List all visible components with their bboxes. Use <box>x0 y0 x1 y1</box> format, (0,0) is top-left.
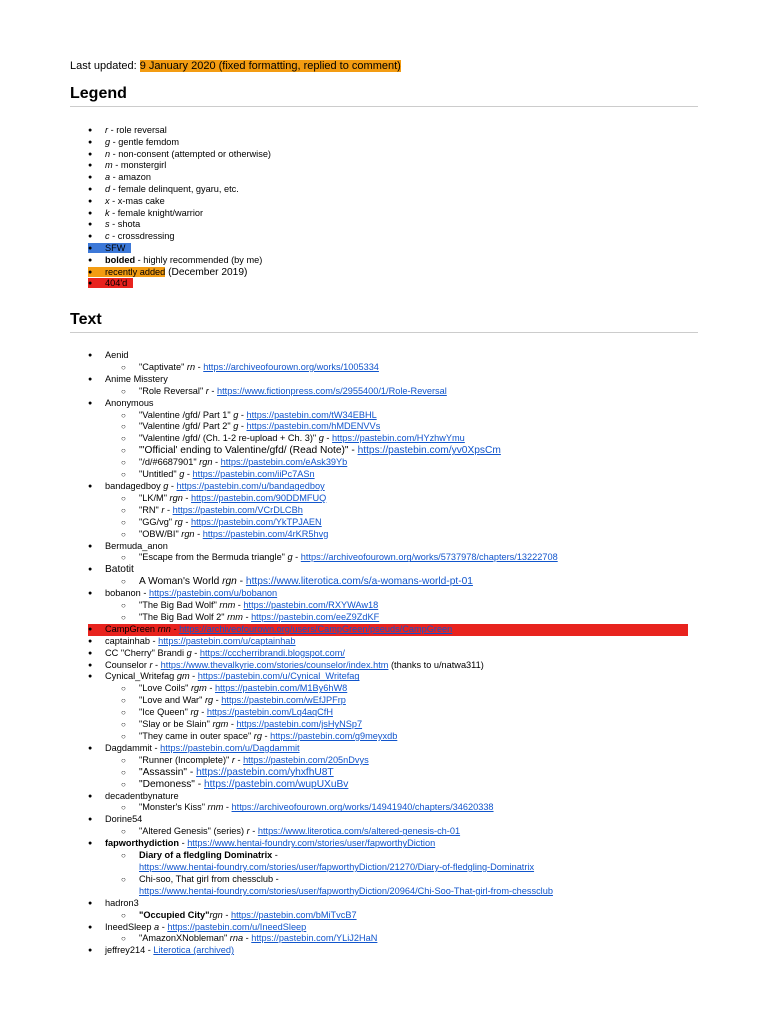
work-item <box>88 493 688 505</box>
work-title: "Love Coils" <box>139 683 191 694</box>
work-title: "OBW/BI" <box>139 528 182 539</box>
work-title: "Slay or be Slain" <box>139 719 213 730</box>
work-link[interactable]: https://www.literotica.com/s/a-womans-world-pt-01 <box>245 576 473 588</box>
work-link[interactable]: https://archiveofourown.org/works/5737978/chapters/13222708 <box>300 552 558 563</box>
work-link[interactable]: https://www.hentai-foundry.com/stories/user/fapworthyDiction/20964/Chi-Soo-That-girl-from-chessclub <box>139 885 553 896</box>
work-title: "Untitled" <box>139 469 180 480</box>
author-item <box>88 838 688 850</box>
work-link[interactable]: https://www.fictionpress.com/s/2955400/1/Role-Reversal <box>217 385 447 396</box>
separator: - <box>249 826 258 837</box>
separator: - <box>189 671 198 682</box>
work-title: "Captivate" <box>139 361 187 372</box>
legend-item-sfw: ● SFW <box>88 243 271 255</box>
work-link[interactable]: https://pastebin.com/hMDENVVs <box>246 421 381 432</box>
work-title: "Valentine /gfd/ Part 1" <box>139 409 234 420</box>
work-link[interactable]: https://pastebin.com/iiPc7ASn <box>192 469 315 480</box>
separator: - <box>236 576 246 588</box>
work-item <box>88 469 688 481</box>
work-tags: rg <box>174 516 183 527</box>
work-title: "Valentine /gfd/ Part 2" <box>139 421 234 432</box>
work-title: "LK/M" <box>139 492 170 503</box>
author-name: Anime Misstery <box>105 373 168 384</box>
work-title: "Assassin" <box>139 766 187 778</box>
author-link[interactable]: https://www.hentai-foundry.com/stories/user/fapworthyDiction <box>187 838 436 849</box>
author-name: Cynical_Writefag <box>105 671 177 682</box>
author-item <box>88 743 688 755</box>
legend-item: ● s - shota <box>88 219 271 231</box>
work-item <box>88 767 688 779</box>
author-item <box>88 588 688 600</box>
work-title: "Occupied City" <box>139 909 210 920</box>
author-name: Dorine54 <box>105 814 143 825</box>
author-item <box>88 671 688 683</box>
work-tags: g <box>318 433 324 444</box>
separator: - <box>149 635 159 646</box>
work-tags: rgm <box>190 683 207 694</box>
author-name: fapworthydiction <box>105 838 180 849</box>
separator: - <box>164 504 173 515</box>
author-name: CampGreen <box>105 623 158 634</box>
legend-item: ● a - amazon <box>88 172 271 184</box>
separator: - <box>213 695 222 706</box>
work-title: "Demoness" <box>139 778 195 790</box>
author-link[interactable]: https://cccherribrandi.blogspot.com/ <box>199 647 345 658</box>
separator: - <box>152 659 161 670</box>
separator: - <box>261 731 271 741</box>
work-tags: rgn <box>169 492 183 503</box>
legend-item: ● d - female delinquent, gyaru, etc. <box>88 184 271 196</box>
work-title: "Love and War" <box>139 695 205 706</box>
work-item <box>88 576 688 588</box>
last-updated-label: Last updated: <box>70 60 140 72</box>
separator: - <box>184 469 193 480</box>
work-link[interactable]: https://pastebin.com/eAsk39Yb <box>220 457 348 468</box>
separator: - <box>238 421 247 432</box>
author-item <box>88 636 688 648</box>
work-tags: rna <box>229 933 244 944</box>
work-link[interactable]: https://pastebin.com/g9meyxdb <box>270 731 398 741</box>
separator: - <box>187 766 197 778</box>
last-updated-value: 9 January 2020 (fixed formatting, replied to comment) <box>139 60 401 72</box>
legend-heading: Legend <box>70 85 127 102</box>
legend-item: ● g - gentle femdom <box>88 137 271 149</box>
work-title: "The Big Bad Wolf" <box>139 600 220 611</box>
author-tags: g <box>163 480 169 491</box>
author-item <box>88 398 688 410</box>
text-rule <box>70 332 698 333</box>
author-link[interactable]: https://pastebin.com/u/Dagdammit <box>160 742 300 753</box>
work-link[interactable]: https://pastebin.com/wEfJPFrp <box>221 695 346 706</box>
author-name: captainhab <box>105 635 150 646</box>
separator: - <box>151 742 161 753</box>
separator: - <box>222 909 231 920</box>
work-tags: rnm <box>207 802 224 813</box>
separator: - <box>159 921 168 932</box>
text-author-list <box>88 350 688 957</box>
author-name: jeffrey214 <box>105 945 146 956</box>
work-tags: rg <box>204 695 214 706</box>
work-title: "Altered Genesis" (series) <box>139 826 247 837</box>
author-item <box>88 898 688 910</box>
separator: - <box>292 552 301 563</box>
legend-list <box>88 125 271 290</box>
work-link[interactable]: https://pastebin.com/Lq4aqCfH <box>206 707 333 718</box>
work-link[interactable]: https://pastebin.com/bMiTvcB7 <box>230 909 357 920</box>
work-tags: rnm <box>219 600 236 611</box>
author-item <box>88 350 688 362</box>
work-tags: rg <box>190 707 199 718</box>
work-item <box>88 600 688 612</box>
work-item <box>88 457 688 469</box>
separator: - <box>228 719 237 730</box>
author-note: (thanks to u/natwa311) <box>388 659 484 670</box>
legend-item-404: ● 404'd <box>88 278 271 290</box>
author-tags: a <box>154 921 160 932</box>
work-item <box>88 933 688 945</box>
work-link[interactable]: https://archiveofourown.org/works/14941940/chapters/34620338 <box>231 802 494 813</box>
separator: - <box>243 933 252 944</box>
work-title: "Monster's Kiss" <box>139 802 208 813</box>
work-item <box>88 529 688 541</box>
work-item <box>88 910 688 922</box>
work-link[interactable]: https://pastebin.com/M1By6hW8 <box>214 683 348 694</box>
separator: - <box>212 457 221 468</box>
work-title: Chi-soo, That girl from chessclub <box>139 873 274 884</box>
work-tags: rn <box>186 361 196 372</box>
work-item <box>88 386 688 398</box>
author-link[interactable]: https://pastebin.com/u/bandagedboy <box>176 480 325 491</box>
work-link[interactable]: https://pastebin.com/HYzhwYmu <box>332 433 465 444</box>
work-tags: g <box>287 552 293 563</box>
author-name: CC "Cherry" Brandi <box>105 647 187 658</box>
author-name: Batotit <box>105 564 134 576</box>
author-tags: rnn <box>157 623 171 634</box>
work-tags: rgn <box>181 528 195 539</box>
separator: - <box>170 623 180 634</box>
author-row-removed <box>105 624 452 634</box>
last-updated-line <box>70 59 401 73</box>
work-link[interactable]: https://pastebin.com/4rKR5hvg <box>202 528 329 539</box>
work-title: "Escape from the Bermuda triangle" <box>139 552 288 563</box>
separator: - <box>194 528 203 539</box>
author-item <box>88 791 688 803</box>
work-tags: r <box>205 385 209 396</box>
author-item <box>88 624 688 636</box>
separator: - <box>191 647 200 658</box>
separator: - <box>323 433 333 444</box>
work-link[interactable]: https://archiveofourown.org/works/1005334 <box>203 361 379 372</box>
work-link[interactable]: https://pastebin.com/wupUXuBv <box>204 778 349 790</box>
work-title: "They came in outer space" <box>139 731 254 741</box>
author-link[interactable]: https://archiveofourown.org/users/CampGreen/pseuds/CampGreen <box>179 623 453 634</box>
work-item <box>88 552 688 564</box>
separator: - <box>194 778 204 790</box>
legend-item-bolded: ● bolded - highly recommended (by me) <box>88 255 271 267</box>
work-title: "/d/#6687901" <box>139 457 200 468</box>
work-item <box>88 612 688 624</box>
work-item <box>88 433 688 445</box>
author-link[interactable]: https://pastebin.com/u/captainhab <box>158 635 296 646</box>
work-item <box>88 874 688 898</box>
legend-item: ● x - x-mas cake <box>88 196 271 208</box>
work-tags: g <box>233 421 239 432</box>
author-name: bandagedboy <box>105 480 164 491</box>
separator: - <box>238 409 247 420</box>
work-link[interactable]: https://pastebin.com/tW34EBHL <box>246 409 377 420</box>
work-title: "AmazonXNobleman" <box>139 933 230 944</box>
work-item <box>88 695 688 707</box>
work-tags: rgm <box>212 719 229 730</box>
text-heading: Text <box>70 311 102 328</box>
work-tags: r <box>161 504 165 515</box>
work-tags: r <box>246 826 250 837</box>
work-item <box>88 421 688 433</box>
author-tags: g <box>186 647 192 658</box>
work-item <box>88 802 688 814</box>
author-link[interactable]: Literotica (archived) <box>153 945 235 956</box>
separator: - <box>182 492 191 503</box>
author-name: Aenid <box>105 350 129 360</box>
author-item <box>88 374 688 386</box>
author-item <box>88 564 688 576</box>
author-link[interactable]: https://pastebin.com/u/bobanon <box>148 588 278 599</box>
author-name: bobanon <box>105 588 141 599</box>
work-title: "Valentine /gfd/ (Ch. 1-2 re-upload + Ch. 3)" <box>139 433 319 444</box>
work-title: "Ice Queen" <box>139 707 191 718</box>
legend-item: ● n - non-consent (attempted or otherwise) <box>88 149 271 161</box>
work-tags: r <box>231 754 235 765</box>
author-name: Anonymous <box>105 397 154 408</box>
legend-item-recent: ● recently added (December 2019) <box>88 267 271 279</box>
work-link[interactable]: https://pastebin.com/eeZ9ZdKF <box>251 611 380 622</box>
author-link[interactable]: https://pastebin.com/u/IneedSleep <box>167 921 307 932</box>
work-tags: rnm <box>227 611 243 622</box>
work-link[interactable]: https://pastebin.com/jsHyNSp7 <box>236 719 363 730</box>
separator: - <box>182 516 191 527</box>
work-item <box>88 410 688 422</box>
work-item <box>88 683 688 695</box>
work-link[interactable]: https://pastebin.com/VCrDLCBh <box>172 504 303 515</box>
author-name: Dagdammit <box>105 742 152 753</box>
work-title: "The Big Bad Wolf 2" <box>139 611 228 622</box>
separator: - <box>179 838 188 849</box>
work-item <box>88 362 688 374</box>
legend-item: ● k - female knight/warrior <box>88 208 271 220</box>
separator: - <box>234 754 244 765</box>
work-title: "'Official' ending to Valentine/gfd/ (Read Note)" <box>139 445 349 457</box>
author-item <box>88 814 688 826</box>
author-item <box>88 648 688 660</box>
separator: - <box>272 850 278 861</box>
author-tags: r <box>149 659 153 670</box>
legend-item: ● m - monstergirl <box>88 160 271 172</box>
work-title: "Role Reversal" <box>139 385 206 396</box>
work-tags: rgn <box>209 909 223 920</box>
legend-item: ● c - crossdressing <box>88 231 271 243</box>
work-tags: rg <box>253 731 262 741</box>
author-item <box>88 945 688 957</box>
work-title: "Runner (Incomplete)" <box>139 754 232 765</box>
author-link[interactable]: https://www.thevalkyrie.com/stories/counselor/index.htm <box>160 659 389 670</box>
legend-item: ● r - role reversal <box>88 125 271 137</box>
separator: - <box>195 361 204 372</box>
work-link[interactable]: https://pastebin.com/205nDvys <box>243 754 369 765</box>
author-name: decadentbynature <box>105 790 179 801</box>
work-link[interactable]: https://pastebin.com/90DDMFUQ <box>190 492 327 503</box>
work-tags: rgn <box>222 576 237 588</box>
work-title: Diary of a fledgling Dominatrix <box>139 850 273 861</box>
author-name: hadron3 <box>105 897 139 908</box>
separator: - <box>242 611 252 622</box>
separator: - <box>198 707 207 718</box>
separator: - <box>223 802 232 813</box>
author-item <box>88 922 688 934</box>
separator: - <box>235 600 244 611</box>
work-tags: g <box>233 409 239 420</box>
work-link[interactable]: https://www.literotica.com/s/altered-genesis-ch-01 <box>257 826 461 837</box>
work-link[interactable]: https://www.hentai-foundry.com/stories/user/fapworthyDiction/21270/Diary-of-fledgling-Dominatrix <box>139 861 535 872</box>
separator: - <box>145 945 154 956</box>
separator: - <box>206 683 215 694</box>
work-item <box>88 517 688 529</box>
author-name: Bermuda_anon <box>105 540 168 551</box>
separator: - <box>348 445 358 457</box>
author-name: IneedSleep <box>105 921 155 932</box>
legend-rule <box>70 106 698 107</box>
work-item <box>88 850 688 874</box>
work-title: A Woman's World <box>139 576 223 588</box>
separator: - <box>168 480 177 491</box>
work-item <box>88 779 688 791</box>
work-title: "GG/vg" <box>139 516 175 527</box>
author-item <box>88 481 688 493</box>
work-title: "RN" <box>139 504 162 515</box>
author-name: Counselor <box>105 659 150 670</box>
work-link[interactable]: https://pastebin.com/YLiJ2HaN <box>251 933 378 944</box>
work-link[interactable]: https://pastebin.com/RXYWAw18 <box>243 600 379 611</box>
separator: - <box>208 385 218 396</box>
separator: - <box>273 873 279 884</box>
work-item <box>88 719 688 731</box>
work-tags: rgn <box>199 457 213 468</box>
work-link[interactable]: https://pastebin.com/yv0XpsCm <box>357 445 501 457</box>
author-item <box>88 660 688 672</box>
work-item <box>88 826 688 838</box>
work-link[interactable]: https://pastebin.com/YkTPJAEN <box>190 516 322 527</box>
work-item <box>88 445 688 457</box>
author-tags: gm <box>176 671 190 682</box>
work-link[interactable]: https://pastebin.com/yhxfhU8T <box>196 766 334 778</box>
work-item <box>88 707 688 719</box>
work-item <box>88 505 688 517</box>
work-tags: g <box>179 469 185 480</box>
work-item <box>88 731 688 743</box>
author-item <box>88 541 688 553</box>
author-link[interactable]: https://pastebin.com/u/Cynical_Writefag <box>197 671 360 682</box>
work-item <box>88 755 688 767</box>
separator: - <box>140 588 149 599</box>
